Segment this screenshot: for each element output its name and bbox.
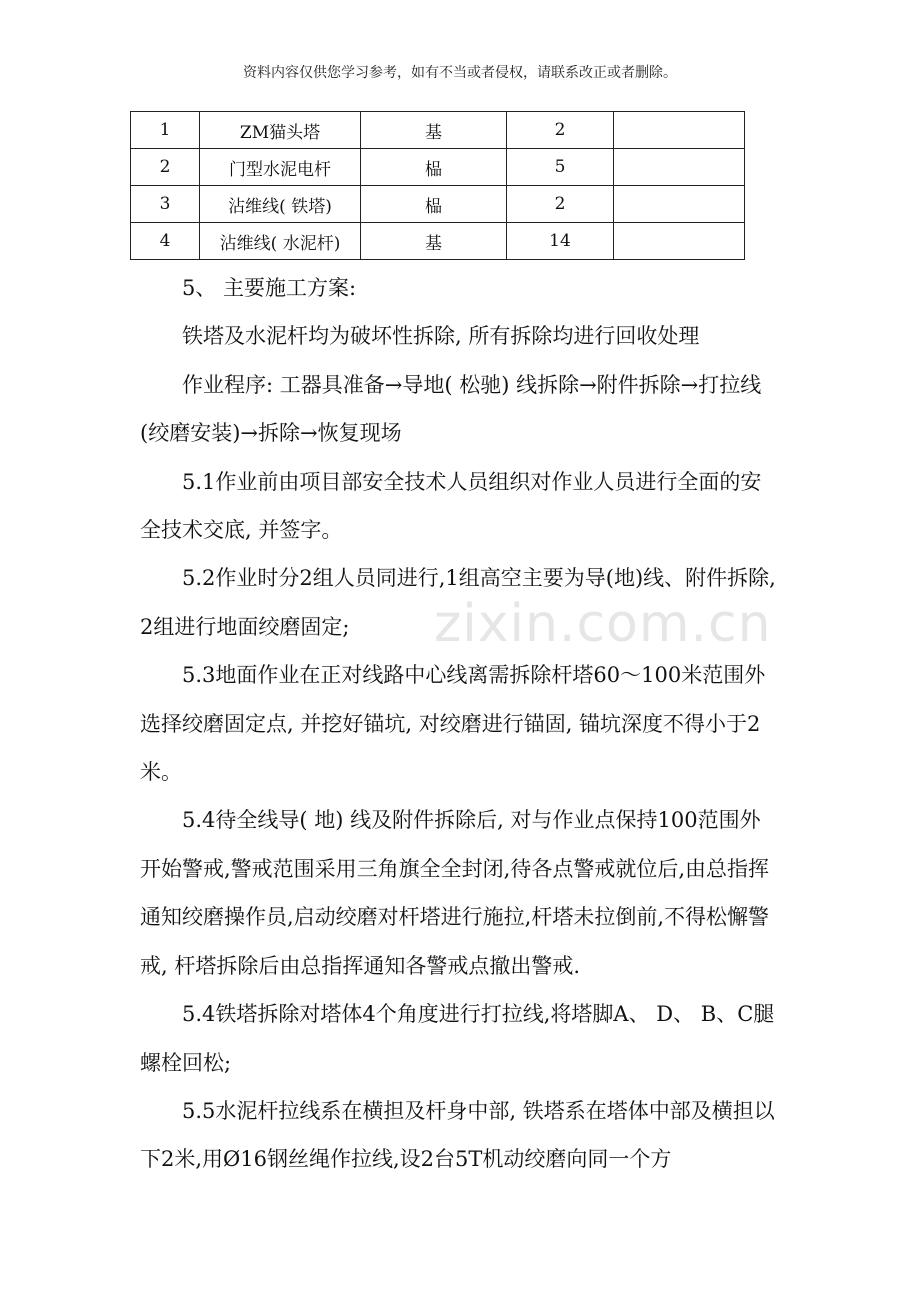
cell-no: 3 [131,186,200,223]
cell-qty: 2 [507,112,614,149]
paragraph: 5.5水泥杆拉线系在横担及杆身中部, 铁塔系在塔体中部及横担以下2米,用Ø16钢丝绳作拉线,设2台5T机动绞磨向同一个方 [140,1098,775,1172]
cell-name: 门型水泥电杆 [200,149,361,186]
cell-qty: 14 [507,223,614,260]
cell-qty: 5 [507,149,614,186]
watermark: zixin.com.cn [434,594,772,654]
cell-unit: 榀 [361,186,507,223]
cell-note [614,223,745,260]
cell-note [614,112,745,149]
cell-no: 2 [131,149,200,186]
paragraph: 5.2作业时分2组人员同进行,1组高空主要为导(地)线、附件拆除, 2组进行地面绞磨固定; [140,566,776,639]
cell-unit: 基 [361,223,507,260]
section-heading: 5、 主要施工方案: [182,276,357,300]
table-row [131,149,745,186]
cell-name: ZM猫头塔 [200,112,361,149]
cell-note [614,186,745,223]
page-header-disclaimer: 资料内容仅供您学习参考，如有不当或者侵权，请联系改正或者删除。 [243,65,677,81]
items-table [130,111,745,260]
paragraph: 5.1作业前由项目部安全技术人员组织对作业人员进行全面的安全技术交底, 并签字。 [140,469,762,543]
cell-unit: 基 [361,112,507,149]
cell-no: 4 [131,223,200,260]
document-body [140,264,780,1184]
cell-note [614,149,745,186]
cell-qty: 2 [507,186,614,223]
paragraph: 5.3地面作业在正对线路中心线离需拆除杆塔60～100米范围外选择绞磨固定点, 并挖好锚坑, 对绞磨进行锚固, 锚坑深度不得小于2米。 [140,663,766,785]
paragraph: 5.4待全线导( 地) 线及附件拆除后, 对与作业点保持100范围外开始警戒,警戒范围采用三角旗全全封闭,待各点警戒就位后,由总指挥通知绞磨操作员,启动绞磨对杆塔进行施拉,杆塔未拉倒前,不得松懈警戒, 杆塔拆除后由总指挥通知各警戒点撤出警戒. [140,808,770,978]
table-row [131,223,745,260]
table-row [131,186,745,223]
cell-name: 沾维线( 铁塔) [200,186,361,223]
paragraph: 铁塔及水泥杆均为破坏性拆除, 所有拆除均进行回收处理 [182,324,700,349]
cell-unit: 榀 [361,149,507,186]
cell-name: 沾维线( 水泥杆) [200,223,361,260]
paragraph: 5.4铁塔拆除对塔体4个角度进行打拉线,将塔脚A、 D、 B、C腿螺栓回松; [140,1002,775,1075]
paragraph: 作业程序: 工器具准备→导地( 松驰) 线拆除→附件拆除→打拉线(绞磨安装)→拆除→恢复现场 [140,372,762,446]
table-row [131,112,745,149]
cell-no: 1 [131,112,200,149]
